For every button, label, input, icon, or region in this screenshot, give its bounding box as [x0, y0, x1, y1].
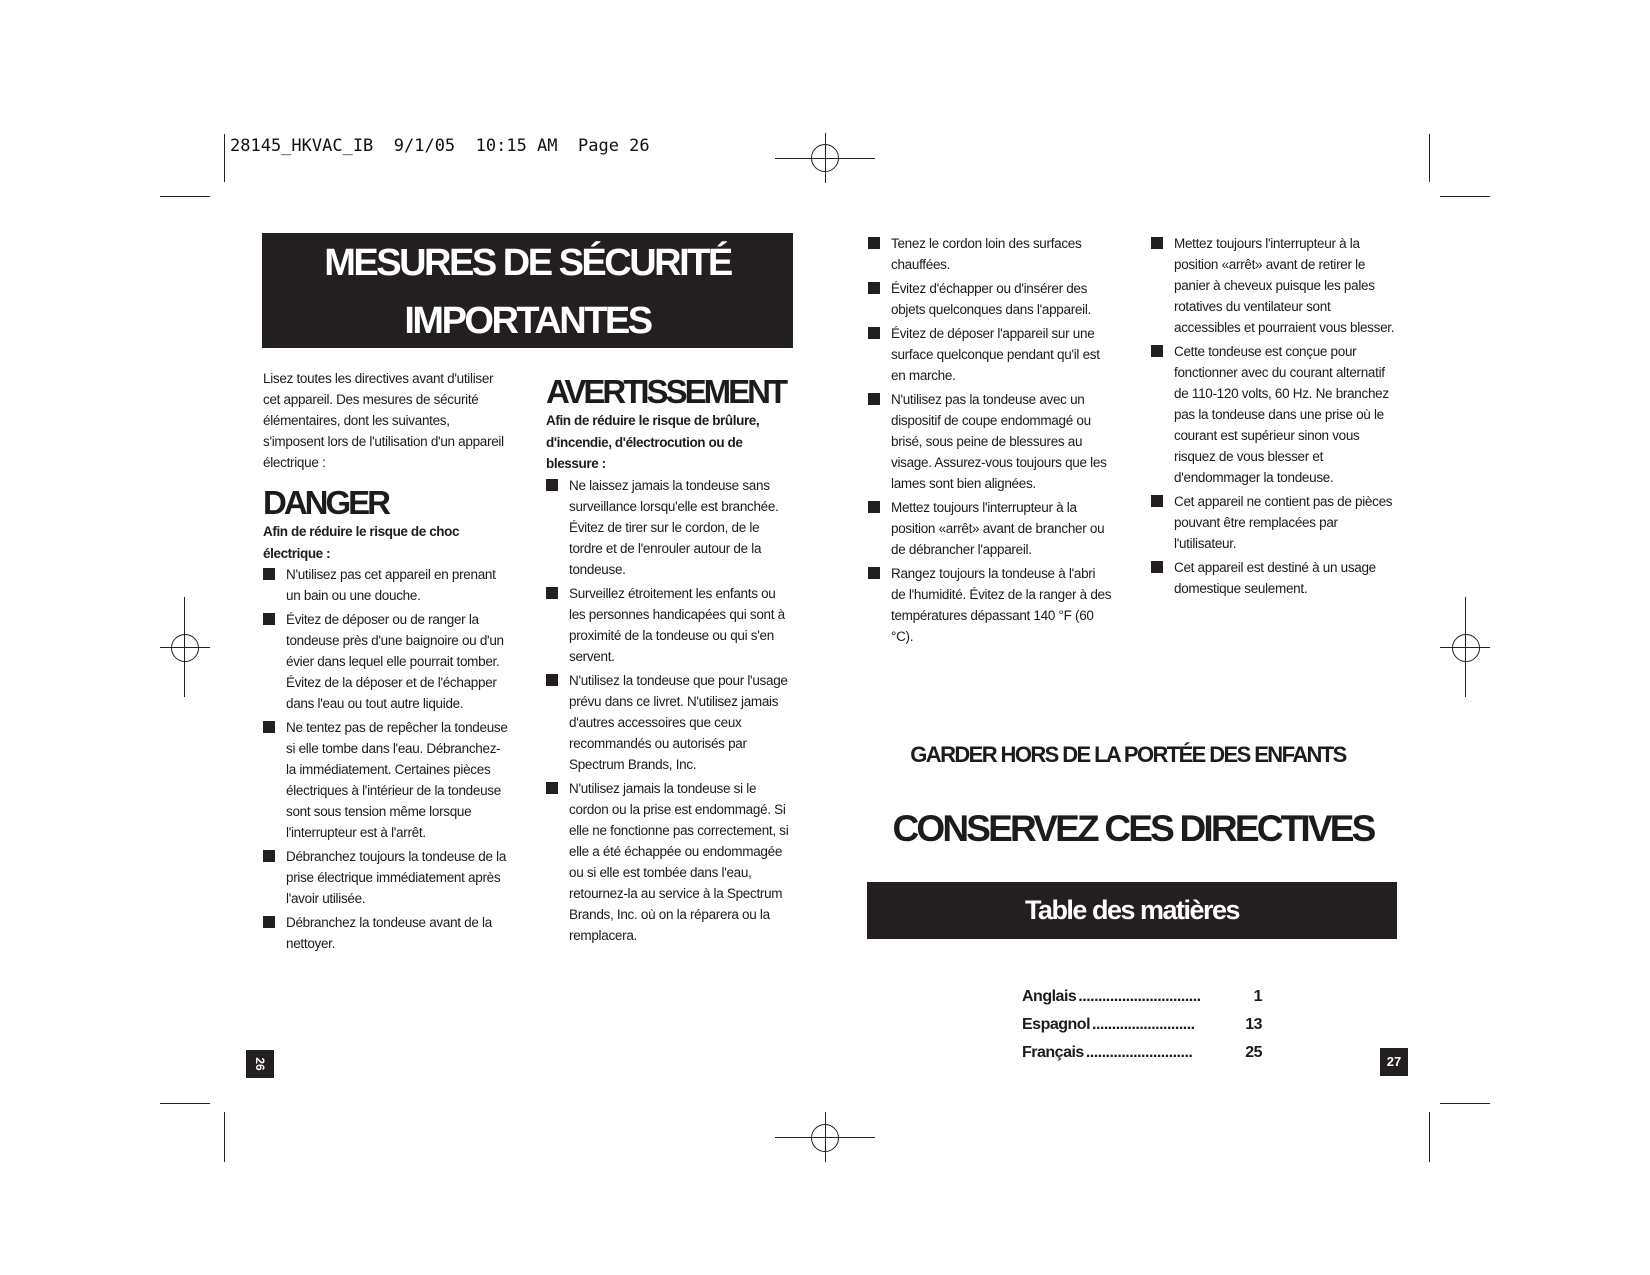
page-number-left	[246, 1050, 274, 1078]
column-4	[1151, 233, 1396, 602]
page-number-right: 27	[1380, 1048, 1408, 1076]
toc-row[interactable]	[1022, 983, 1262, 1011]
list-item: Cet appareil ne contient pas de pièces pouvant être remplacées par l'utilisateur.	[1151, 491, 1396, 554]
list-item: Rangez toujours la tondeuse à l'abri de l'humidité. Évitez de la ranger à des températures dépassant 140 °F (60 °C).	[868, 563, 1113, 647]
list-item: Ne tentez pas de repêcher la tondeuse si elle tombe dans l'eau. Débranchez-la immédiatement. Certaines pièces électriques à l'intérieur de la tondeuse sont sous tension même lorsque l'interrupteur est à l'arrêt.	[263, 717, 508, 843]
title-line-1: MESURES DE SÉCURITÉ	[324, 242, 731, 284]
list-item: N'utilisez pas cet appareil en prenant un bain ou une douche.	[263, 564, 508, 606]
list-item: Mettez toujours l'interrupteur à la position «arrêt» avant de retirer le panier à cheveux puisque les pales rotatives du ventilateur sont accessibles et pourraient vous blesser.	[1151, 233, 1396, 338]
column-1	[263, 368, 508, 957]
print-slug: 28145_HKVAC_IB 9/1/05 10:15 AM Page 26	[230, 136, 650, 156]
list-item: Débranchez toujours la tondeuse de la prise électrique immédiatement après l'avoir utilisée.	[263, 846, 508, 909]
list-item: N'utilisez pas la tondeuse avec un dispositif de coupe endommagé ou brisé, sous peine de blessures au visage. Assurez-vous toujours que les lames sont bien alignées.	[868, 389, 1113, 494]
list-item: Cette tondeuse est conçue pour fonctionner avec du courant alternatif de 110-120 volts, 60 Hz. Ne branchez pas la tondeuse dans une prise où le courant est supérieur sinon vous risquez de vous blesser et d'endommager la tondeuse.	[1151, 341, 1396, 488]
title-line-2: IMPORTANTES	[404, 300, 651, 342]
intro-text: Lisez toutes les directives avant d'utiliser cet appareil. Des mesures de sécurité élémentaires, dont les suivantes, s'imposent lors de l'utilisation d'un appareil électrique :	[263, 371, 504, 470]
safety-list-3	[868, 233, 1113, 647]
toc-label: Espagnol	[1022, 1016, 1091, 1033]
column-3	[868, 233, 1113, 650]
title-banner	[262, 233, 793, 348]
list-item: Évitez de déposer ou de ranger la tondeuse près d'une baignoire ou d'un évier dans lequel elle pourrait tomber. Évitez de la déposer et de l'échapper dans l'eau ou tout autre liquide.	[263, 609, 508, 714]
toc-page: 1	[1253, 988, 1262, 1005]
toc-row[interactable]	[1022, 1039, 1262, 1067]
danger-heading: DANGER	[263, 484, 389, 521]
list-item: Ne laissez jamais la tondeuse sans surveillance lorsqu'elle est branchée. Évitez de tirer sur le cordon, de le tordre et de l'enrouler autour de la tondeuse.	[546, 475, 791, 580]
toc-page: 13	[1245, 1016, 1262, 1033]
toc-page: 25	[1245, 1044, 1262, 1061]
conserve-heading: CONSERVEZ CES DIRECTIVES	[892, 808, 1374, 849]
list-item: N'utilisez la tondeuse que pour l'usage prévu dans ce livret. N'utilisez jamais d'autres accessoires que ceux recommandés ou autorisés par Spectrum Brands, Inc.	[546, 670, 791, 775]
keep-away-heading: GARDER HORS DE LA PORTÉE DES ENFANTS	[910, 742, 1346, 767]
list-item: Évitez de déposer l'appareil sur une surface quelconque pendant qu'il est en marche.	[868, 323, 1113, 386]
toc-leader: ...............................	[1078, 988, 1201, 1005]
list-item: Surveillez étroitement les enfants ou les personnes handicapées qui sont à proximité de la tondeuse ou qui s'en servent.	[546, 583, 791, 667]
danger-list	[263, 564, 508, 954]
toc-title: Table des matières	[867, 882, 1397, 939]
danger-subheading: Afin de réduire le risque de choc électrique :	[263, 524, 460, 561]
warning-list	[546, 475, 791, 946]
list-item: Débranchez la tondeuse avant de la nettoyer.	[263, 912, 508, 954]
warning-heading: AVERTISSEMENT	[546, 373, 786, 410]
safety-list-4	[1151, 233, 1396, 599]
toc-label: Anglais	[1022, 988, 1077, 1005]
table-of-contents	[1022, 983, 1262, 1067]
toc-leader: ...........................	[1085, 1044, 1193, 1061]
list-item: Évitez d'échapper ou d'insérer des objets quelconques dans l'appareil.	[868, 278, 1113, 320]
list-item: Cet appareil est destiné à un usage domestique seulement.	[1151, 557, 1396, 599]
list-item: Tenez le cordon loin des surfaces chauffées.	[868, 233, 1113, 275]
list-item: N'utilisez jamais la tondeuse si le cordon ou la prise est endommagé. Si elle ne fonctionne pas correctement, si elle a été échappée ou endommagée ou si elle est tombée dans l'eau, retournez-la au service à la Spectrum Brands, Inc. où on la réparera ou la remplacera.	[546, 778, 791, 946]
page-number-left-text: 26	[253, 1057, 267, 1071]
warning-subheading: Afin de réduire le risque de brûlure, d'incendie, d'électrocution ou de blessure :	[546, 413, 760, 471]
list-item: Mettez toujours l'interrupteur à la position «arrêt» avant de brancher ou de débrancher l'appareil.	[868, 497, 1113, 560]
column-2	[546, 374, 791, 949]
toc-leader: ..........................	[1092, 1016, 1195, 1033]
toc-label: Français	[1022, 1044, 1084, 1061]
toc-row[interactable]	[1022, 1011, 1262, 1039]
